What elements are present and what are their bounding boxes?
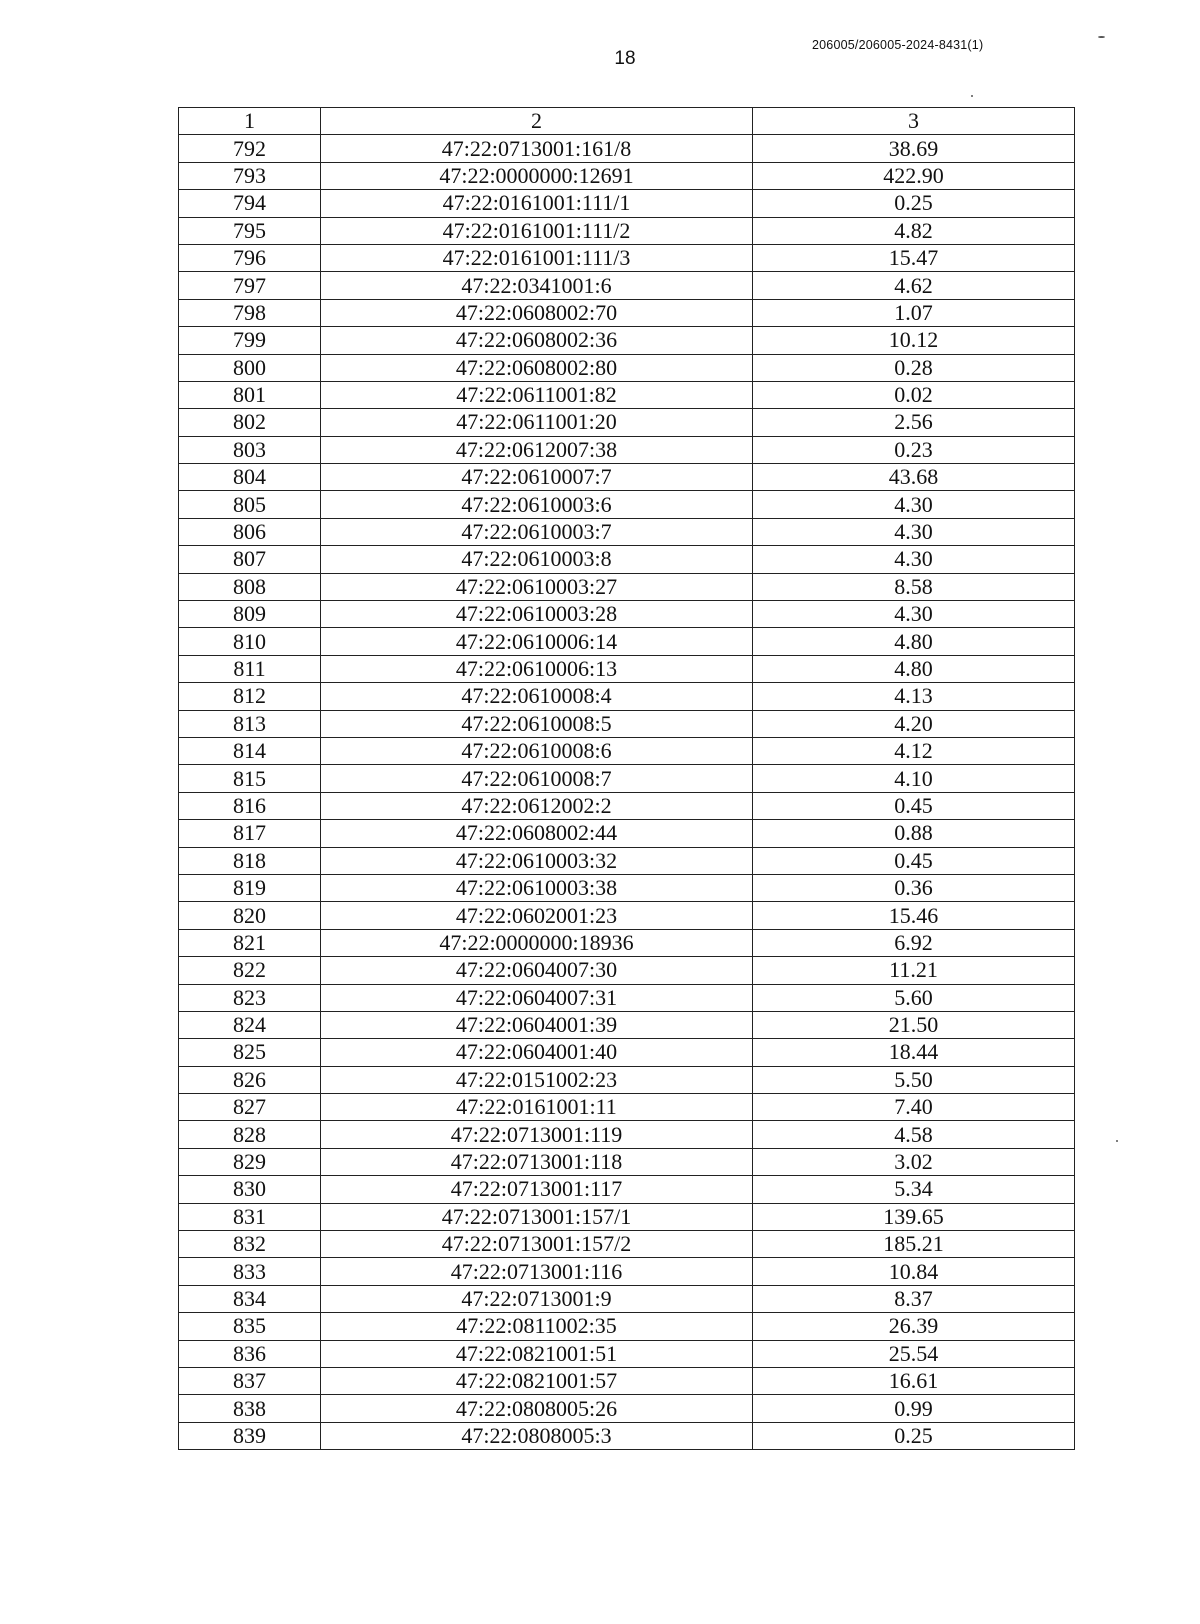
row-number-cell: 798 [179,299,321,326]
column-header-3: 3 [753,108,1075,135]
area-cell: 8.58 [753,573,1075,600]
row-number-cell: 825 [179,1039,321,1066]
table-row [179,1395,1075,1422]
area-cell: 18.44 [753,1039,1075,1066]
row-number-cell: 822 [179,957,321,984]
cadastral-number-cell: 47:22:0161001:111/2 [321,217,753,244]
table-row [179,765,1075,792]
area-cell: 4.58 [753,1121,1075,1148]
row-number-cell: 799 [179,327,321,354]
row-number-cell: 835 [179,1313,321,1340]
cadastral-number-cell: 47:22:0713001:119 [321,1121,753,1148]
row-number-cell: 807 [179,546,321,573]
table-row [179,573,1075,600]
row-number-cell: 818 [179,847,321,874]
cadastral-number-cell: 47:22:0000000:12691 [321,162,753,189]
table-row [179,464,1075,491]
cadastral-number-cell: 47:22:0610008:7 [321,765,753,792]
table-row [179,655,1075,682]
cadastral-number-cell: 47:22:0610006:13 [321,655,753,682]
row-number-cell: 826 [179,1066,321,1093]
table-row [179,491,1075,518]
row-number-cell: 795 [179,217,321,244]
cadastral-number-cell: 47:22:0610008:4 [321,683,753,710]
column-header-2: 2 [321,108,753,135]
area-cell: 0.28 [753,354,1075,381]
area-cell: 16.61 [753,1367,1075,1394]
cadastral-number-cell: 47:22:0604001:40 [321,1039,753,1066]
table-row [179,381,1075,408]
row-number-cell: 809 [179,601,321,628]
area-cell: 0.99 [753,1395,1075,1422]
cadastral-number-cell: 47:22:0610003:28 [321,601,753,628]
cadastral-number-cell: 47:22:0602001:23 [321,902,753,929]
table-row [179,601,1075,628]
cadastral-number-cell: 47:22:0610003:8 [321,546,753,573]
table-row [179,1367,1075,1394]
table-row [179,874,1075,901]
row-number-cell: 801 [179,381,321,408]
area-cell: 10.84 [753,1258,1075,1285]
area-cell: 4.30 [753,546,1075,573]
area-cell: 139.65 [753,1203,1075,1230]
area-cell: 4.80 [753,655,1075,682]
row-number-cell: 832 [179,1231,321,1258]
area-cell: 185.21 [753,1231,1075,1258]
area-cell: 4.62 [753,272,1075,299]
area-cell: 11.21 [753,957,1075,984]
table-row [179,1148,1075,1175]
row-number-cell: 830 [179,1176,321,1203]
area-cell: 0.25 [753,1422,1075,1449]
area-cell: 0.36 [753,874,1075,901]
table-row [179,847,1075,874]
table-row [179,327,1075,354]
table-row [179,820,1075,847]
row-number-cell: 792 [179,135,321,162]
area-cell: 4.10 [753,765,1075,792]
row-number-cell: 803 [179,436,321,463]
area-cell: 2.56 [753,409,1075,436]
table-row [179,162,1075,189]
row-number-cell: 811 [179,655,321,682]
cadastral-number-cell: 47:22:0610008:6 [321,737,753,764]
area-cell: 4.20 [753,710,1075,737]
table-row [179,244,1075,271]
cadastral-number-cell: 47:22:0161001:111/3 [321,244,753,271]
cadastral-number-cell: 47:22:0808005:3 [321,1422,753,1449]
area-cell: 422.90 [753,162,1075,189]
cadastral-number-cell: 47:22:0713001:157/1 [321,1203,753,1230]
cadastral-number-cell: 47:22:0608002:36 [321,327,753,354]
table-row [179,1176,1075,1203]
area-cell: 43.68 [753,464,1075,491]
cadastral-number-cell: 47:22:0611001:82 [321,381,753,408]
cadastral-number-cell: 47:22:0811002:35 [321,1313,753,1340]
row-number-cell: 831 [179,1203,321,1230]
cadastral-number-cell: 47:22:0604007:31 [321,984,753,1011]
area-cell: 7.40 [753,1094,1075,1121]
row-number-cell: 793 [179,162,321,189]
area-cell: 5.50 [753,1066,1075,1093]
row-number-cell: 817 [179,820,321,847]
area-cell: 4.13 [753,683,1075,710]
table-header-row [179,108,1075,135]
row-number-cell: 806 [179,518,321,545]
cadastral-number-cell: 47:22:0608002:70 [321,299,753,326]
area-cell: 4.12 [753,737,1075,764]
area-cell: 0.88 [753,820,1075,847]
cadastral-number-cell: 47:22:0610003:6 [321,491,753,518]
cadastral-number-cell: 47:22:0608002:44 [321,820,753,847]
table-row [179,1066,1075,1093]
cadastral-number-cell: 47:22:0610003:38 [321,874,753,901]
cadastral-number-cell: 47:22:0821001:51 [321,1340,753,1367]
cadastral-number-cell: 47:22:0713001:161/8 [321,135,753,162]
cadastral-number-cell: 47:22:0821001:57 [321,1367,753,1394]
table-row [179,737,1075,764]
row-number-cell: 813 [179,710,321,737]
row-number-cell: 824 [179,1011,321,1038]
table-row [179,190,1075,217]
area-cell: 0.45 [753,847,1075,874]
area-cell: 5.60 [753,984,1075,1011]
table-row [179,1203,1075,1230]
cadastral-number-cell: 47:22:0608002:80 [321,354,753,381]
row-number-cell: 814 [179,737,321,764]
row-number-cell: 828 [179,1121,321,1148]
document-reference: 206005/206005-2024-8431(1) [812,38,984,52]
table-row [179,683,1075,710]
table-row [179,436,1075,463]
scan-speck [1116,1140,1118,1142]
area-cell: 6.92 [753,929,1075,956]
area-cell: 0.02 [753,381,1075,408]
cadastral-number-cell: 47:22:0000000:18936 [321,929,753,956]
row-number-cell: 808 [179,573,321,600]
row-number-cell: 821 [179,929,321,956]
area-cell: 5.34 [753,1176,1075,1203]
row-number-cell: 794 [179,190,321,217]
cadastral-number-cell: 47:22:0610003:7 [321,518,753,545]
area-cell: 38.69 [753,135,1075,162]
table-row [179,135,1075,162]
column-header-1: 1 [179,108,321,135]
row-number-cell: 836 [179,1340,321,1367]
table-row [179,1285,1075,1312]
area-cell: 4.30 [753,601,1075,628]
cadastral-number-cell: 47:22:0713001:117 [321,1176,753,1203]
row-number-cell: 812 [179,683,321,710]
area-cell: 4.30 [753,518,1075,545]
table-row [179,929,1075,956]
table-row [179,1340,1075,1367]
table-row [179,1011,1075,1038]
row-number-cell: 823 [179,984,321,1011]
row-number-cell: 800 [179,354,321,381]
cadastral-number-cell: 47:22:0713001:118 [321,1148,753,1175]
row-number-cell: 837 [179,1367,321,1394]
cadastral-number-cell: 47:22:0604007:30 [321,957,753,984]
area-cell: 0.23 [753,436,1075,463]
cadastral-number-cell: 47:22:0808005:26 [321,1395,753,1422]
row-number-cell: 820 [179,902,321,929]
table-row [179,409,1075,436]
row-number-cell: 815 [179,765,321,792]
table-row [179,984,1075,1011]
area-cell: 4.30 [753,491,1075,518]
area-cell: 1.07 [753,299,1075,326]
table-row [179,1231,1075,1258]
table-row [179,1121,1075,1148]
table-row [179,628,1075,655]
area-cell: 4.82 [753,217,1075,244]
table-body [179,108,1075,1450]
table-row [179,710,1075,737]
table-row [179,1422,1075,1449]
table-row [179,1258,1075,1285]
table-row [179,1039,1075,1066]
area-cell: 15.46 [753,902,1075,929]
row-number-cell: 810 [179,628,321,655]
area-cell: 26.39 [753,1313,1075,1340]
table-row [179,518,1075,545]
row-number-cell: 838 [179,1395,321,1422]
cadastral-number-cell: 47:22:0713001:116 [321,1258,753,1285]
cadastral-number-cell: 47:22:0612007:38 [321,436,753,463]
table-row [179,217,1075,244]
table-row [179,1094,1075,1121]
table-row [179,546,1075,573]
cadastral-number-cell: 47:22:0610006:14 [321,628,753,655]
row-number-cell: 819 [179,874,321,901]
table-row [179,299,1075,326]
scan-speck [971,95,973,97]
area-cell: 0.25 [753,190,1075,217]
table-row [179,354,1075,381]
cadastral-number-cell: 47:22:0610003:32 [321,847,753,874]
row-number-cell: 834 [179,1285,321,1312]
row-number-cell: 804 [179,464,321,491]
cadastral-number-cell: 47:22:0612002:2 [321,792,753,819]
cadastral-number-cell: 47:22:0341001:6 [321,272,753,299]
area-cell: 15.47 [753,244,1075,271]
table-row [179,272,1075,299]
table-row [179,957,1075,984]
area-cell: 0.45 [753,792,1075,819]
area-cell: 8.37 [753,1285,1075,1312]
cadastral-number-cell: 47:22:0610007:7 [321,464,753,491]
row-number-cell: 805 [179,491,321,518]
scan-speck [1098,36,1105,38]
area-cell: 21.50 [753,1011,1075,1038]
area-cell: 4.80 [753,628,1075,655]
row-number-cell: 796 [179,244,321,271]
cadastral-number-cell: 47:22:0713001:9 [321,1285,753,1312]
row-number-cell: 829 [179,1148,321,1175]
cadastral-number-cell: 47:22:0151002:23 [321,1066,753,1093]
row-number-cell: 827 [179,1094,321,1121]
cadastral-number-cell: 47:22:0604001:39 [321,1011,753,1038]
table-row [179,1313,1075,1340]
cadastral-number-cell: 47:22:0610008:5 [321,710,753,737]
page-number: 18 [614,48,636,69]
table-row [179,902,1075,929]
cadastral-number-cell: 47:22:0611001:20 [321,409,753,436]
cadastral-number-cell: 47:22:0161001:11 [321,1094,753,1121]
area-cell: 10.12 [753,327,1075,354]
area-cell: 25.54 [753,1340,1075,1367]
table-row [179,792,1075,819]
cadastral-number-cell: 47:22:0610003:27 [321,573,753,600]
row-number-cell: 802 [179,409,321,436]
cadastral-number-cell: 47:22:0161001:111/1 [321,190,753,217]
row-number-cell: 833 [179,1258,321,1285]
parcel-table [178,107,1075,1450]
row-number-cell: 816 [179,792,321,819]
area-cell: 3.02 [753,1148,1075,1175]
row-number-cell: 797 [179,272,321,299]
cadastral-number-cell: 47:22:0713001:157/2 [321,1231,753,1258]
row-number-cell: 839 [179,1422,321,1449]
